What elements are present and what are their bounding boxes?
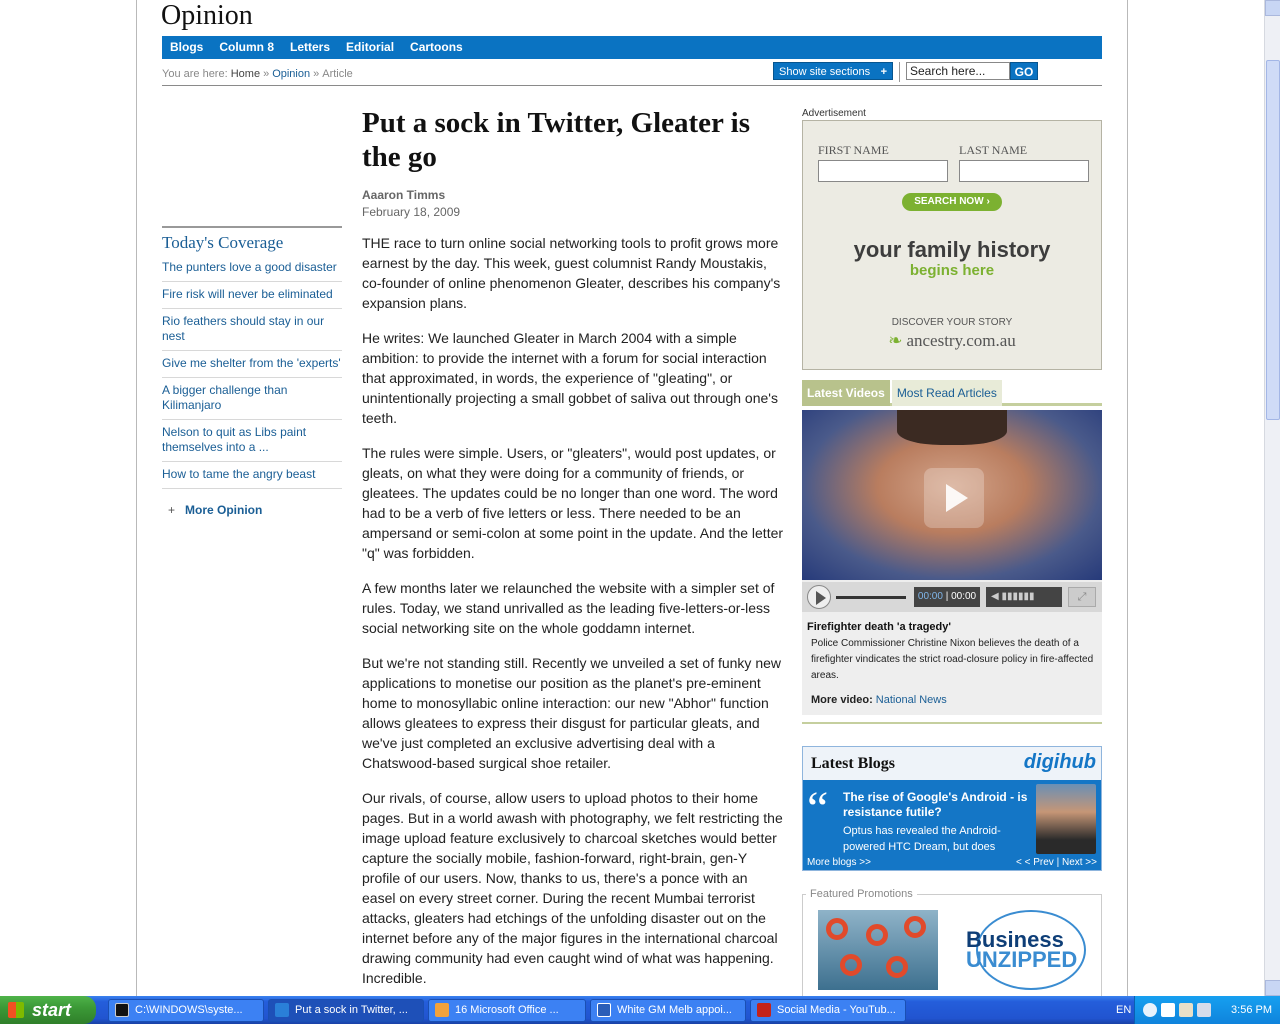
article-body: [362, 233, 784, 996]
article-paragraph: He writes: We launched Gleater in March 2004 with a simple ambition: to provide the internet with a forum for social interaction that approximated, in words, the experience of "gleating", or unintentionally projecting a small gobbet of saliva out through one's teeth.: [362, 330, 778, 426]
more-blogs-link[interactable]: More blogs >>: [807, 857, 871, 868]
article-paragraph: But we're not standing still. Recently we unveiled a set of funky new applications to monetise our position as the planet's pre-eminent home to monosyllabic online interaction: our new "Abhor" function allows gleatees to express their disgust for particular gleats, and we've just completed an exclusive advertising deal with a Chatswood-based surgical shoe retailer.: [362, 655, 782, 771]
ad-subheadline: begins here: [909, 262, 995, 279]
taskbar-item-word[interactable]: [590, 999, 746, 1022]
fullscreen-icon[interactable]: ⤢: [1068, 587, 1096, 607]
video-description: Police Commissioner Christine Nixon believes the death of a firefighter vindicates the strict road-closure policy in fire-affected areas.: [811, 638, 1094, 681]
digihub-logo[interactable]: digihub: [1023, 751, 1096, 773]
article-headline: Put a sock in Twitter, Gleater is the go: [362, 107, 750, 173]
time-display: 00:00 | 00:00: [914, 587, 980, 607]
coverage-link[interactable]: Give me shelter from the 'experts': [162, 354, 342, 378]
divider: [899, 62, 900, 82]
breadcrumb-current: Article: [322, 68, 353, 80]
business-word: Business: [966, 927, 1064, 952]
lifebuoy-icon: [826, 918, 848, 940]
outlook-icon: [435, 1003, 449, 1017]
chevron-left-icon[interactable]: [1143, 1003, 1157, 1017]
unzipped-word: UNZIPPED: [966, 947, 1078, 972]
taskbar-item-pdf[interactable]: [750, 999, 906, 1022]
time-total: 00:00: [951, 591, 977, 602]
ad-discover: DISCOVER YOUR STORY: [891, 317, 1013, 328]
show-sections-label: Show site sections: [779, 66, 871, 78]
section-title: Opinion: [161, 0, 253, 31]
progress-slider[interactable]: [836, 596, 906, 599]
article-paragraph: The rules were simple. Users, or "gleaters", would post updates, or gleats, on what they were doing for a community of friends, or gleatees. The updates could be no longer than one word. The word had to be a verb of five letters or less. There needed to be an ampersand or semi-colon at some point in the update. And the letter "q" was forbidden.: [362, 445, 784, 561]
article-author: Aaaron Timms: [362, 188, 446, 202]
prev-link[interactable]: < < Prev: [1015, 857, 1054, 868]
breadcrumb-prefix: You are here:: [162, 68, 228, 80]
coverage-link[interactable]: Nelson to quit as Libs paint themselves into a ...: [162, 423, 342, 462]
video-title[interactable]: Firefighter death 'a tragedy': [807, 621, 951, 633]
taskbar-item-label: 16 Microsoft Office ...: [455, 1004, 559, 1016]
windows-taskbar: [0, 996, 1280, 1024]
advertisement-label: Advertisement: [802, 108, 866, 119]
tray-app-icon[interactable]: [1197, 1003, 1211, 1017]
taskbar-item-label: Social Media - YouTub...: [777, 1004, 896, 1016]
system-tray: [1134, 996, 1280, 1024]
taskbar-item-office[interactable]: [428, 999, 586, 1022]
article-paragraph: Our rivals, of course, allow users to upload photos to their home pages. But in a world awash with photography, we felt restricting the image upload feature exclusively to charcoal sketches would better capture the socially mobile, fashion-forward, right-brain, gen-Y profile of our users. Now, thanks to us, there's a ponce with an easel on every street corner. During the recent Mumbai terrorist attacks, gleaters had etchings of the unfolding disaster out on the internet before any of the major figures in the international charcoal drawing community had even caught wind of what was happening. Incredible.: [362, 790, 783, 986]
arrow-right-icon: ›: [986, 196, 990, 207]
quote-icon: “: [807, 782, 829, 835]
ad-search-now-button[interactable]: [902, 193, 1002, 211]
ad-headline: your family history: [853, 237, 1051, 262]
breadcrumb-separator: »: [263, 68, 270, 80]
search-input[interactable]: [906, 62, 1010, 80]
play-icon[interactable]: [924, 468, 984, 528]
blogs-pagination: [1016, 857, 1097, 868]
more-opinion-link[interactable]: [168, 503, 262, 517]
taskbar-item-label: White GM Melb appoi...: [617, 1004, 732, 1016]
breadcrumb-opinion[interactable]: Opinion: [272, 68, 311, 80]
lifebuoy-icon: [840, 954, 862, 976]
nav-blogs[interactable]: Blogs: [170, 40, 204, 54]
blogs-header: [803, 747, 1101, 780]
video-panel: [802, 410, 1102, 715]
nav-letters[interactable]: Letters: [290, 40, 331, 54]
plus-icon: +: [880, 66, 887, 78]
ad-brand-text: ancestry.com.au: [906, 331, 1016, 350]
leaf-icon: ❧: [888, 331, 903, 350]
nav-editorial[interactable]: Editorial: [346, 40, 395, 54]
internet-explorer-icon: [275, 1003, 289, 1017]
divider: [162, 226, 342, 228]
volume-control[interactable]: [986, 587, 1062, 607]
ad-last-name-field[interactable]: [959, 160, 1089, 182]
business-unzipped-text[interactable]: [966, 927, 1078, 972]
todays-coverage-title: Today's Coverage: [162, 233, 284, 252]
coverage-link[interactable]: How to tame the angry beast: [162, 465, 342, 489]
search-go-button[interactable]: GO: [1010, 62, 1038, 80]
blogs-title: Latest Blogs: [811, 755, 895, 772]
todays-coverage-list: [162, 258, 342, 492]
scroll-up-button[interactable]: [1265, 0, 1280, 16]
blog-headline[interactable]: The rise of Google's Android - is resistance futile?: [843, 790, 1028, 819]
section-navbar: [162, 36, 1102, 59]
article-paragraph: THE race to turn online social networking tools to profit grows more earnest by the day. This week, guest columnist Randy Moustakis, co-founder of online phenomenon Gleater, describes his company's expansion plans.: [362, 235, 781, 311]
breadcrumb: [162, 68, 353, 80]
breadcrumb-home[interactable]: Home: [230, 68, 261, 80]
lifebuoy-icon: [866, 924, 888, 946]
word-document-icon: [597, 1003, 611, 1017]
latest-blogs-widget: [802, 746, 1102, 871]
pdf-icon: [757, 1003, 771, 1017]
coverage-link[interactable]: The punters love a good disaster: [162, 258, 342, 282]
taskbar-item-cmd[interactable]: [108, 999, 264, 1022]
breadcrumb-separator: »: [313, 68, 320, 80]
speaker-icon: ◀: [991, 591, 999, 602]
more-video: [811, 694, 947, 706]
coverage-link[interactable]: Fire risk will never be eliminated: [162, 285, 342, 309]
nav-cartoons[interactable]: Cartoons: [410, 40, 463, 54]
divider: [802, 722, 1102, 724]
ad-brand: [803, 331, 1101, 351]
avatar: [1036, 784, 1096, 854]
clock: 3:56 PM: [1231, 1004, 1272, 1016]
pagination-separator: |: [1056, 857, 1060, 868]
article-paragraph: A few months later we relaunched the website with a simpler set of rules. Today, we stand unrivalled as the leading five-letters-or-less social networking site on the whole goddamn internet.: [362, 580, 775, 636]
coverage-link[interactable]: Rio feathers should stay in our nest: [162, 312, 342, 351]
vertical-scrollbar[interactable]: [1264, 0, 1280, 996]
video-face-hair: [897, 410, 1007, 445]
tab-most-read-articles[interactable]: Most Read Articles: [892, 380, 1002, 406]
blog-teaser: Optus has revealed the Android-powered HTC Dream, but does: [843, 825, 1001, 853]
more-opinion-label: More Opinion: [185, 503, 263, 517]
article-date: February 18, 2009: [362, 205, 461, 219]
tray-app-icon[interactable]: [1179, 1003, 1193, 1017]
tab-latest-videos[interactable]: Latest Videos: [802, 380, 890, 406]
taskbar-item-label: C:\WINDOWS\syste...: [135, 1004, 243, 1016]
scroll-thumb[interactable]: [1266, 60, 1280, 420]
ad-first-name-field[interactable]: [818, 160, 948, 182]
header-divider: [162, 85, 1102, 86]
plus-icon: +: [168, 503, 176, 517]
scroll-down-button[interactable]: [1265, 980, 1280, 996]
time-current: 00:00: [917, 591, 943, 602]
lifebuoy-icon: [904, 916, 926, 938]
more-video-link[interactable]: National News: [875, 694, 947, 706]
tray-app-icon[interactable]: [1161, 1003, 1175, 1017]
featured-promotions-title: Featured Promotions: [806, 888, 917, 900]
ad-last-name-label: LAST NAME: [959, 143, 1028, 157]
nav-column-8[interactable]: Column 8: [219, 40, 275, 54]
next-link[interactable]: Next >>: [1061, 857, 1097, 868]
lifebuoy-icon: [886, 956, 908, 978]
coverage-link[interactable]: A bigger challenge than Kilimanjaro: [162, 381, 342, 420]
start-button[interactable]: [0, 996, 96, 1024]
ancestry-ad[interactable]: [802, 120, 1102, 370]
play-button[interactable]: [807, 585, 831, 609]
promo-lifebuoys-image[interactable]: [818, 910, 938, 990]
windows-logo-icon: [8, 1002, 24, 1018]
video-controls: [802, 582, 1102, 612]
taskbar-item-browser[interactable]: [268, 999, 424, 1022]
video-tabs: [802, 380, 1102, 406]
console-icon: [115, 1003, 129, 1017]
more-video-label: More video:: [811, 694, 873, 706]
ad-first-name-label: FIRST NAME: [818, 143, 889, 157]
show-site-sections-button[interactable]: [773, 62, 893, 80]
volume-bars-icon: ▮▮▮▮▮▮: [1001, 591, 1035, 602]
taskbar-item-label: Put a sock in Twitter, ...: [295, 1004, 408, 1016]
video-thumbnail[interactable]: [802, 410, 1102, 580]
language-indicator[interactable]: EN: [1116, 1004, 1132, 1016]
ad-search-label: SEARCH NOW: [914, 196, 984, 207]
start-label: start: [32, 1000, 72, 1020]
